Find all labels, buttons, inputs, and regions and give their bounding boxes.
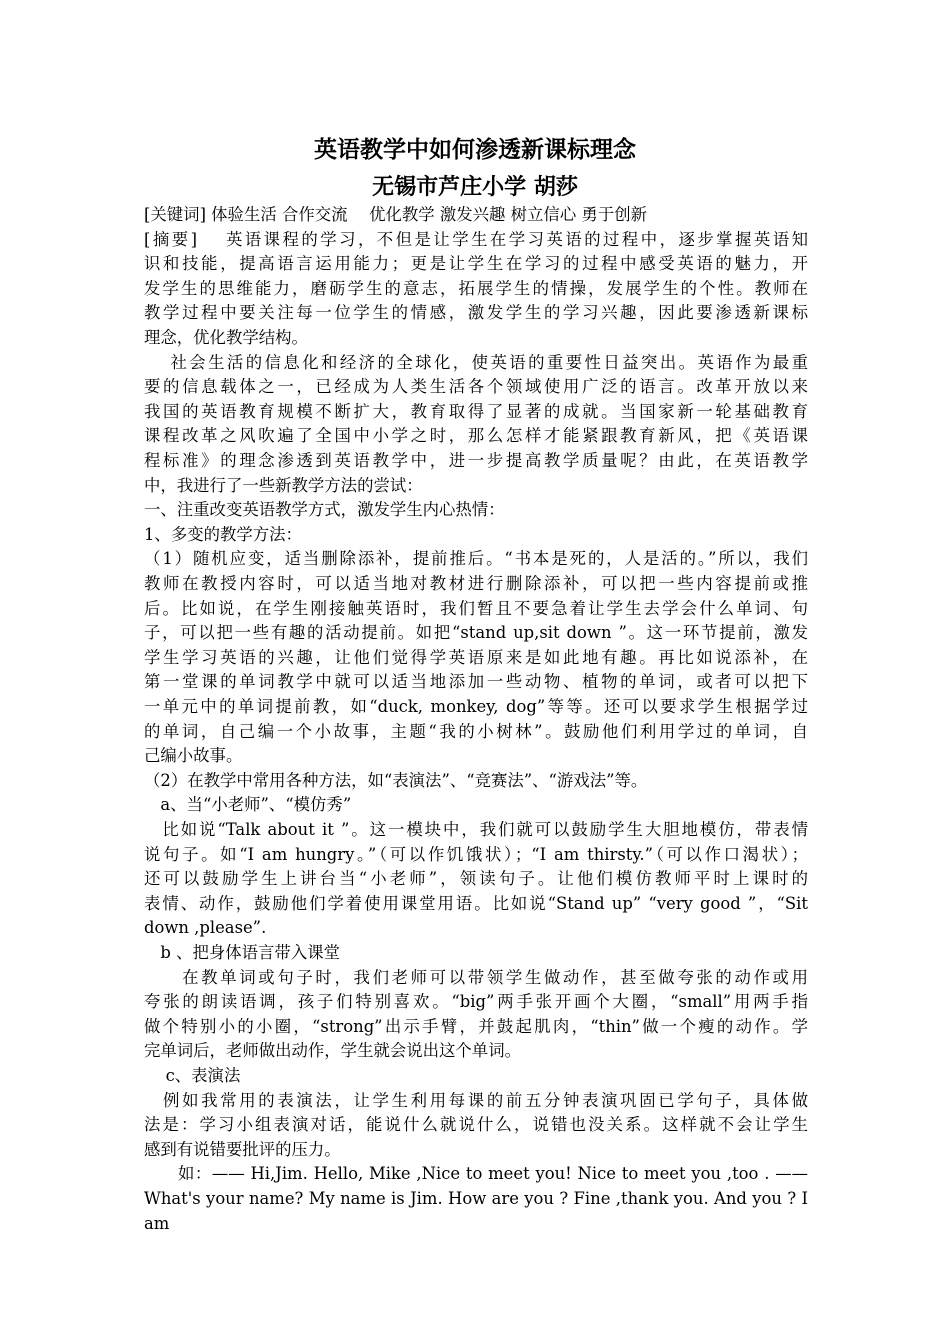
text-line: 教师在教授内容时，可以适当地对教材进行删除添补，可以把一些内容提前或推 (144, 574, 808, 593)
text-line: 要的信息载体之一，已经成为人类生活各个领域使用广泛的语言。改革开放以来 (144, 377, 808, 397)
text-line: 做个特别小的小圈，“strong”出示手臂，并鼓起肌肉，“thin”做一个瘦的动作。学 (144, 1016, 808, 1036)
text-line: 1、多变的教学方法： (144, 524, 302, 544)
text-line: 识和技能，提高语言运用能力；更是让学生在学习的过程中感受英语的魅力，开 (144, 254, 808, 274)
text-line: 比如说“Talk about it ”。这一模块中，我们就可以鼓励学生大胆地模仿，带表情 (144, 820, 808, 839)
text-line: 完单词后，老师做出动作，学生就会说出这个单词。 (144, 1041, 521, 1061)
text-line: 理念，优化教学结构。 (144, 328, 308, 347)
text-line: （1）随机应变，适当删除添补，提前推后。“书本是死的，人是活的。”所以，我们 (144, 549, 808, 569)
text-line: 说句子。如“I am hungry。”（可以作饥饿状）；“I am thirsty.”（可以作口渴状）； (144, 844, 808, 864)
text-line: 课程改革之风吹遍了全国中小学之时，那么怎样才能紧跟教育新风，把《英语课 (144, 426, 808, 446)
text-line: 一、注重改变英语教学方式，激发学生内心热情： (144, 500, 505, 520)
text-line: 在教单词或句子时，我们老师可以带领学生做动作，甚至做夸张的动作或用 (144, 967, 808, 987)
text-line: 学生学习英语的兴趣，让他们觉得学英语原来是如此地有趣。再比如说添补，在 (144, 647, 808, 667)
text-line: 社会生活的信息化和经济的全球化，使英语的重要性日益突出。英语作为最重 (144, 352, 808, 372)
text-line: 第一堂课的单词教学中就可以适当地添加一些动物、植物的单词，或者可以把下 (144, 672, 808, 692)
text-line: 程标准》的理念渗透到英语教学中，进一步提高教学质量呢？由此，在英语教学 (144, 451, 808, 470)
text-line: 后。比如说，在学生刚接触英语时，我们暂且不要急着让学生去学会什么单词、句 (144, 598, 808, 618)
text-line: 发学生的思维能力，磨砺学生的意志，拓展学生的情操，发展学生的个性。教师在 (144, 278, 808, 298)
text-line: 教学过程中要关注每一位学生的情感，激发学生的学习兴趣，因此要渗透新课标 (144, 303, 808, 323)
text-line: 夸张的朗读语调，孩子们特别喜欢。“big”两手张开画个大圈，“small”用两手指 (144, 992, 808, 1012)
text-line: 表情、动作，鼓励他们学着使用课堂用语。比如说“Stand up” “very good ”，“Sit (144, 893, 808, 913)
text-line: c、表演法 (144, 1066, 241, 1085)
text-line: 法是：学习小组表演对话，能说什么就说什么，说错也没关系。这样就不会让学生 (144, 1115, 808, 1135)
text-line: a、当“小老师”、“模仿秀” (144, 795, 352, 815)
text-line: 还可以鼓励学生上讲台当“小老师”，领读句子。让他们模仿教师平时上课时的 (144, 869, 808, 889)
text-line: 中，我进行了一些新教学方法的尝试： (144, 475, 423, 495)
text-line: [摘要] 英语课程的学习，不但是让学生在学习英语的过程中，逐步掌握英语知 (144, 229, 808, 249)
text-line: down ,please”. (144, 918, 267, 938)
text-line: 感到有说错要批评的压力。 (144, 1139, 341, 1159)
text-line: [关键词] 体验生活 合作交流 优化教学 激发兴趣 树立信心 勇于创新 (144, 205, 647, 224)
text-line: 我国的英语教育规模不断扩大，教育取得了显著的成就。当国家新一轮基础教育 (144, 401, 808, 421)
document-title: 英语教学中如何渗透新课标理念 (314, 136, 636, 163)
text-line: （2）在教学中常用各种方法，如“表演法”、“竞赛法”、“游戏法”等。 (144, 770, 648, 790)
text-line: b 、把身体语言带入课堂 (144, 943, 340, 962)
text-line: 如：—— Hi,Jim. Hello, Mike ,Nice to meet you! Nice to meet you ,too . —— (144, 1164, 808, 1184)
text-line: 己编小故事。 (144, 746, 243, 766)
text-line: What's your name? My name is Jim. How are you ? Fine ,thank you. And you ? I am (144, 1189, 808, 1233)
text-line: 子，可以把一些有趣的活动提前。如把“stand up,sit down ”。这一环节提前，激发 (144, 623, 808, 643)
author-line: 无锡市芦庄小学 胡莎 (372, 174, 578, 200)
text-line: 例如我常用的表演法，让学生利用每课的前五分钟表演巩固已学句子，具体做 (144, 1090, 808, 1110)
text-line: 的单词，自己编一个小故事，主题“我的小树林”。鼓励他们利用学过的单词，自 (144, 721, 808, 741)
text-line: 一单元中的单词提前教，如“duck, monkey, dog”等等。还可以要求学生根据学过 (144, 697, 808, 716)
